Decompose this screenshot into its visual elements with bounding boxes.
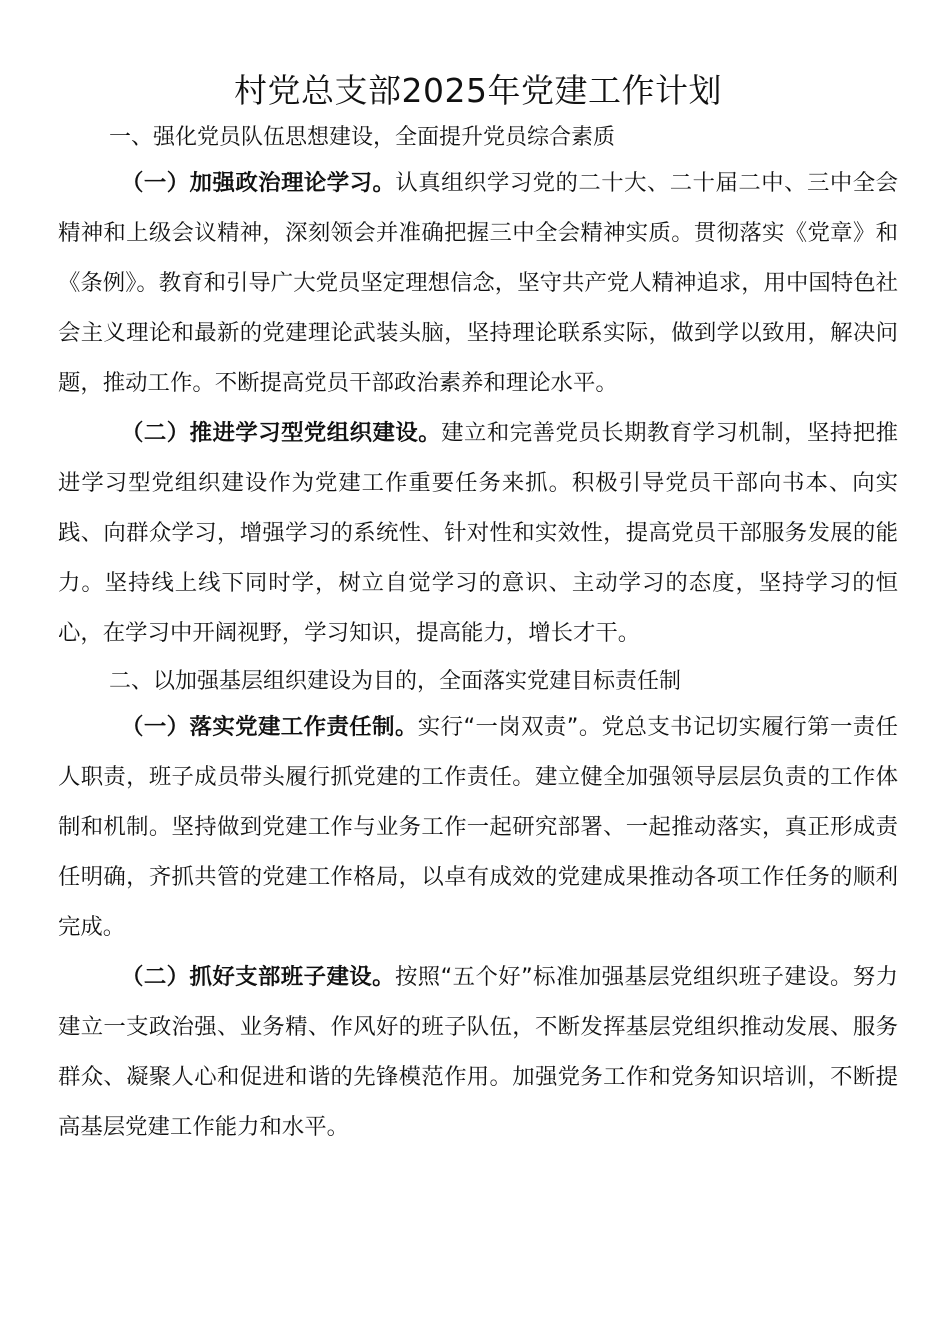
section-heading-2: 二、以加强基层组织建设为目的，全面落实党建目标责任制 <box>109 669 682 694</box>
paragraph-1-1 <box>58 158 898 408</box>
paragraph-body: 认真组织学习党的二十大、二十届二中、三中全会精神和上级会议精神，深刻领会并准确把握三中全会精神实质。贯彻落实《党章》和《条例》。教育和引导广大党员坚定理想信念，坚守共产党人精神追求，用中国特色社会主义理论和最新的党建理论武装头脑，坚持理论联系实际，做到学以致用，解决问题，推动工作。不断提高党员干部政治素养和理论水平。 <box>58 170 899 396</box>
paragraph-2-2 <box>58 952 898 1152</box>
section-heading-1: 一、强化党员队伍思想建设，全面提升党员综合素质 <box>109 125 616 150</box>
paragraph-body: 实行“一岗双责”。党总支书记切实履行第一责任人职责，班子成员带头履行抓党建的工作责任。建立健全加强领导层层负责的工作体制和机制。坚持做到党建工作与业务工作一起研究部署、一起推动落实，真正形成责任明确，齐抓共管的党建工作格局，以卓有成效的党建成果推动各项工作任务的顺利完成。 <box>58 714 898 940</box>
paragraph-body: 建立和完善党员长期教育学习机制，坚持把推进学习型党组织建设作为党建工作重要任务来抓。积极引导党员干部向书本、向实践、向群众学习，增强学习的系统性、针对性和实效性，提高党员干部服务发展的能力。坚持线上线下同时学，树立自觉学习的意识、主动学习的态度，坚持学习的恒心，在学习中开阔视野，学习知识，提高能力，增长才干。 <box>58 420 899 646</box>
paragraph-1-2 <box>58 408 898 658</box>
document-page <box>58 64 898 1152</box>
document-title: 村党总支部2025年党建工作计划 <box>234 71 722 110</box>
paragraph-lead: （一）落实党建工作责任制。 <box>121 714 418 740</box>
paragraph-lead: （二）抓好支部班子建设。 <box>121 964 395 990</box>
paragraph-lead: （一）加强政治理论学习。 <box>121 170 396 196</box>
paragraph-lead: （二）推进学习型党组织建设。 <box>121 420 442 446</box>
paragraph-2-1 <box>58 702 898 952</box>
paragraph-body: 按照“五个好”标准加强基层党组织班子建设。努力建立一支政治强、业务精、作风好的班子队伍，不断发挥基层党组织推动发展、服务群众、凝聚人心和促进和谐的先锋模范作用。加强党务工作和党务知识培训，不断提高基层党建工作能力和水平。 <box>58 964 899 1140</box>
